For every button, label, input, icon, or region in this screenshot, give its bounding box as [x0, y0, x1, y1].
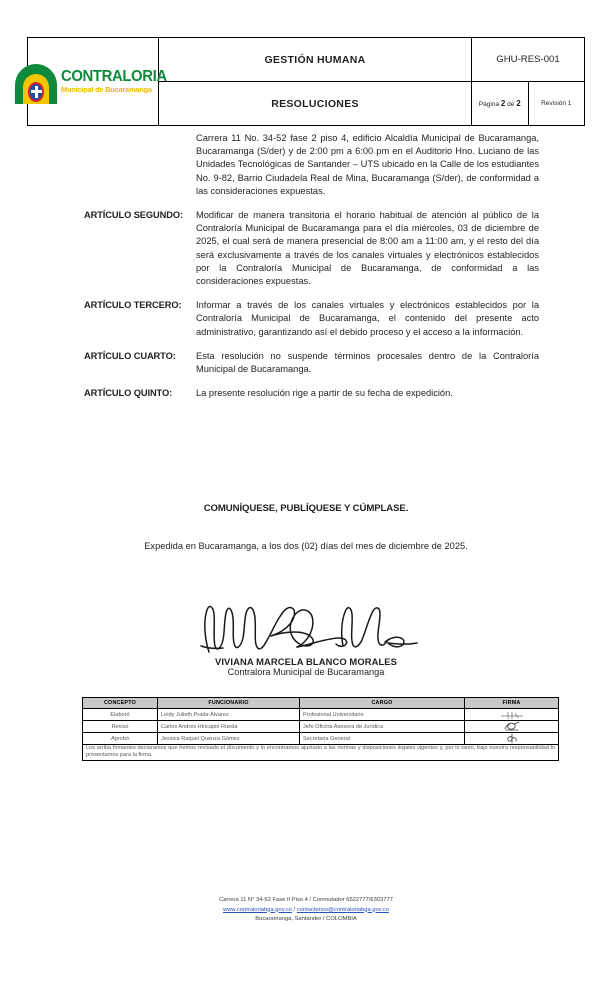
article-text-cuarto: Esta resolución no suspende términos procesales dentro de la Contraloría Municipal de Bucaramanga. [196, 350, 539, 375]
logo-name: CONTRALORIA [60, 68, 167, 86]
organization-logo-cell [28, 38, 167, 126]
approval-signatures-table [82, 697, 559, 761]
article-text-segundo: Modificar de manera transitoria el horario habitual de atención al público de la Contraloría Municipal de Bucaramanga para el día miércoles, 03 de diciembre de 2025, el cual será de manera presencial de 8:00 am a 11:00 am, y el resto del día será exclusivamente a través de los canales virtuales y electrónicos establecidos por la Contraloría Municipal de Bucaramanga, de conformidad a las consideraciones expuestas. [196, 210, 539, 287]
footer-address: Carrera 11 N° 34-52 Fase II Piso 4 / Conmutador 6522777/6303777 [219, 897, 393, 903]
page-prefix-label: Página [478, 101, 500, 108]
small-signature-icon [501, 721, 523, 732]
document-code: GHU-RES-001 [472, 38, 585, 82]
table-row [83, 709, 559, 721]
row-concepto-elaboro: Elaboró [83, 709, 158, 721]
document-type-title: RESOLUCIONES [159, 82, 472, 126]
column-header-concepto: CONCEPTO [83, 698, 158, 709]
article-row-tercero [0, 299, 612, 339]
footer-city-line: Bucaramanga, Santander / COLOMBIA [255, 916, 357, 922]
signatory-role: Contralora Municipal de Bucaramanga [227, 667, 385, 677]
footer-email-link[interactable]: contactenos@contraloriabga.gov.co [296, 906, 389, 913]
page-footer [0, 896, 612, 925]
document-header-table [27, 37, 585, 126]
footer-link-separator: / [293, 906, 296, 913]
row-firma-reviso [465, 721, 559, 733]
page-number-cell [472, 82, 529, 126]
row-concepto-aprobo: Aprobó [83, 733, 158, 745]
column-header-funcionario: FUNCIONARIO [158, 698, 300, 709]
article-label-quinto: ARTÍCULO QUINTO: [84, 388, 173, 399]
table-row [83, 733, 559, 745]
row-concepto-reviso: Revisó [83, 721, 158, 733]
article-label-cuarto: ARTÍCULO CUARTO: [84, 350, 176, 361]
signature-block [0, 600, 612, 677]
small-signature-icon [503, 733, 521, 744]
continuation-paragraph-row [0, 132, 612, 198]
signatory-name: VIVIANA MARCELA BLANCO MORALES [215, 656, 397, 667]
article-row-cuarto [0, 350, 612, 376]
article-row-segundo [0, 209, 612, 288]
continuation-paragraph-text: Carrera 11 No. 34-52 fase 2 piso 4, edificio Alcaldía Municipal de Bucaramanga, Bucaramanga (S/der) y de 2:00 pm a 6:00 pm en el Auditorio Hno. Luciano de las Unidades Tecnológicas de Santander – UTS ubicado en la Calle de los estudiantes No. 9-82, Barrio Ciudadela Real de Mina, Bucaramanga (S/der), de conformidad a las consideraciones expuestas. [196, 133, 539, 196]
footer-links-row [0, 906, 612, 916]
closing-statement: COMUNÍQUESE, PUBLÍQUESE Y CÚMPLASE. [203, 503, 409, 514]
row-cargo-reviso: Jefe Oficina Asesora de Jurídica [300, 721, 465, 733]
row-firma-elaboro [465, 709, 559, 721]
row-cargo-elaboro: Profesional Universitario [300, 709, 465, 721]
article-label-tercero: ARTÍCULO TERCERO: [84, 300, 182, 311]
expedition-line: Expedida en Bucaramanga, a los dos (02) días del mes de diciembre de 2025. [144, 541, 468, 551]
contraloria-emblem-icon [15, 60, 57, 104]
row-funcionario-aprobo: Jessica Raquel Quenza Gómez [158, 733, 300, 745]
article-text-quinto: La presente resolución rige a partir de su fecha de expedición. [196, 388, 453, 399]
approval-table-header-row [83, 698, 559, 709]
row-cargo-aprobo: Secretaria General [300, 733, 465, 745]
column-header-firma: FIRMA [465, 698, 559, 709]
row-firma-aprobo [465, 733, 559, 745]
footer-website-link[interactable]: www.contraloriabga.gov.co [223, 906, 292, 913]
small-signature-icon [499, 710, 525, 720]
article-row-quinto [0, 387, 612, 400]
logo-subtitle: Municipal de Bucaramanga [60, 84, 152, 94]
page-total-number: 2 [516, 99, 521, 108]
document-body [0, 132, 612, 411]
process-title: GESTIÓN HUMANA [159, 38, 472, 82]
row-funcionario-reviso: Carlos Andrés Hincapié Rueda [158, 721, 300, 733]
article-text-tercero: Informar a través de los canales virtuales y electrónicos establecidos por la Contraloría Municipal de Bucaramanga, el contenido del presente acto administrativo, garantizando así el debido proceso y el acceso a la información. [196, 300, 539, 337]
handwritten-signature-icon [191, 600, 421, 658]
column-header-cargo: CARGO [300, 698, 465, 709]
page-middle-label: de [507, 101, 515, 108]
table-row-note [83, 745, 559, 761]
article-label-segundo: ARTÍCULO SEGUNDO: [84, 210, 184, 221]
table-row [83, 721, 559, 733]
revision-label: Revisión 1 [528, 82, 585, 126]
page-current-number: 2 [500, 99, 506, 108]
row-funcionario-elaboro: Leidy Julieth Prada Álvarez [158, 709, 300, 721]
approval-table-note: Los arriba firmantes declaramos que hemos revisado el documento y lo encontramos ajustado a las normas y disposiciones legales vigentes y, por lo tanto, bajo nuestra responsabilidad lo presentamos para la firma. [83, 745, 559, 761]
